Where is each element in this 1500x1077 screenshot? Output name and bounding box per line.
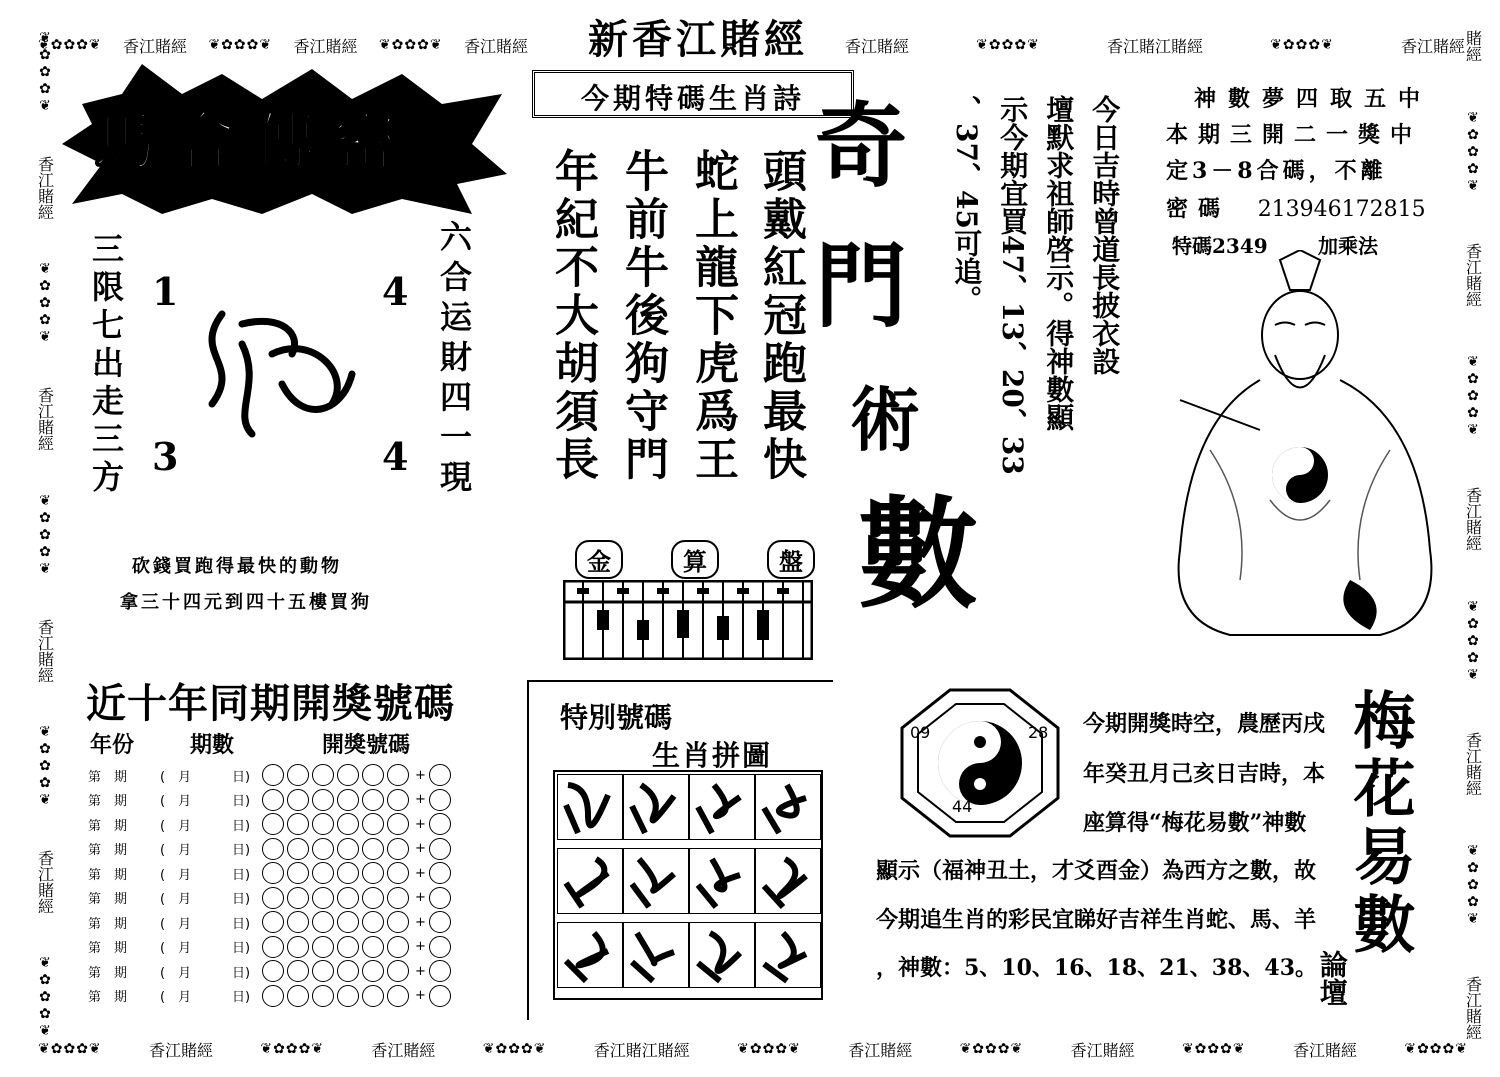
- border-ornament: ❦✿✿✿❦: [1181, 1041, 1246, 1057]
- border-ornament: ❦✿✿✿❦: [737, 1041, 801, 1057]
- bagua-number: 09: [910, 723, 931, 742]
- bagua-number: 28: [1028, 723, 1049, 742]
- border-ornament: ❦✿✿✿❦: [37, 492, 53, 578]
- number-bottom-left: 3: [152, 434, 179, 479]
- number-circle: [337, 911, 359, 933]
- plus-sign: +: [415, 890, 426, 905]
- number-circle: [312, 789, 334, 811]
- plus-sign: +: [415, 914, 426, 930]
- oracle-line: 、37、45可追。: [950, 95, 984, 313]
- special-number-circle: [429, 985, 451, 1007]
- special-number-circle: [429, 838, 451, 860]
- border-label: 香江賭江賭經: [1106, 36, 1203, 56]
- border-ornament: ❦✿✿✿❦: [1270, 37, 1334, 53]
- border-ornament: ❦✿✿✿❦: [37, 30, 53, 115]
- row-month-label: ( 月: [160, 769, 192, 785]
- border-label: 香江賭經: [1070, 1040, 1135, 1060]
- number-circle: [262, 911, 284, 933]
- zodiac-puzzle-piece: [557, 774, 623, 840]
- zodiac-puzzle-piece: [689, 848, 755, 914]
- border-ornament: ❦✿✿✿❦: [1465, 598, 1481, 684]
- poem-line: 牛前牛後狗守門: [617, 148, 668, 484]
- zodiac-grid: [553, 770, 823, 1000]
- history-row: [88, 911, 454, 933]
- border-label: 香江賭經: [371, 1040, 436, 1060]
- number-circle: [362, 764, 384, 786]
- number-circle: [287, 838, 309, 860]
- number-circle: [337, 813, 359, 835]
- history-row: [88, 764, 454, 786]
- border-label: 香江賭經: [1463, 976, 1483, 1040]
- history-row: [88, 887, 454, 909]
- number-circle: [337, 862, 359, 884]
- number-circle: [262, 887, 284, 909]
- number-circle: [262, 936, 284, 958]
- border-label: 香江賭經: [845, 36, 910, 56]
- meihua-text-3: 座算得“梅花易數”神數: [1083, 810, 1307, 836]
- left-verse: 三限七出走三方: [87, 232, 125, 498]
- number-circle: [312, 813, 334, 835]
- row-period-label: 第 期: [88, 965, 128, 981]
- plus-sign: +: [415, 988, 426, 1003]
- border-ornament: ❦✿✿✿❦: [1465, 354, 1481, 440]
- number-circle: [362, 838, 384, 860]
- special-number-circle: [429, 862, 451, 884]
- qimen-char: 數: [858, 484, 978, 625]
- bagua-diagram: [890, 688, 1070, 838]
- row-period-label: 第 期: [88, 990, 128, 1005]
- border-ornament: ❦✿✿✿❦: [976, 37, 1040, 53]
- history-header-numbers: 開獎號碼: [322, 733, 411, 758]
- border-label: 香江賭經: [293, 36, 358, 56]
- border-label: 賭經: [1463, 30, 1483, 62]
- plus-sign: +: [415, 963, 426, 979]
- row-month-label: ( 月: [160, 867, 192, 883]
- special-number-circle: [429, 813, 451, 835]
- row-period-label: 第 期: [88, 867, 128, 883]
- number-circle: [387, 985, 409, 1007]
- border-ornament: ❦✿✿✿❦: [37, 955, 53, 1040]
- number-circle: [287, 862, 309, 884]
- row-day-label: 日): [232, 916, 251, 932]
- shenshu-line-2: 本期三開二一獎中: [1166, 122, 1423, 148]
- number-circle: [362, 789, 384, 811]
- zodiac-puzzle-piece: [755, 848, 821, 914]
- row-period-label: 第 期: [88, 916, 128, 932]
- history-header-period: 期數: [190, 733, 235, 758]
- number-circle: [387, 813, 409, 835]
- border-label: 香江賭經: [123, 36, 188, 56]
- shenshu-line-1: 神數夢四取五中: [1194, 86, 1433, 112]
- zodiac-puzzle-piece: [755, 774, 821, 840]
- number-circle: [387, 764, 409, 786]
- border-left: [34, 30, 56, 1040]
- number-circle: [287, 887, 309, 909]
- oracle-line: 今日吉時曾道長披衣設: [1088, 95, 1122, 375]
- number-circle: [312, 862, 334, 884]
- horse-title: 馬會傳密: [94, 105, 415, 178]
- abacus-icon: [563, 580, 813, 660]
- border-label: 香江賭經: [35, 156, 55, 221]
- number-circle: [337, 838, 359, 860]
- poem-line: 年紀不大胡須長: [547, 148, 598, 484]
- border-ornament: ❦✿✿✿❦: [1465, 109, 1481, 195]
- number-circle: [362, 911, 384, 933]
- oracle-line: 示今期宜買47、13、20、33: [996, 95, 1030, 475]
- row-day-label: 日): [232, 965, 251, 981]
- row-month-label: ( 月: [160, 818, 192, 834]
- border-ornament: ❦✿✿✿❦: [482, 1041, 547, 1057]
- border-right: [1462, 30, 1484, 1040]
- plus-sign: +: [415, 841, 426, 856]
- special-number-circle: [429, 764, 451, 786]
- number-top-left: 1: [152, 269, 179, 314]
- border-ornament: ❦✿✿✿❦: [260, 1041, 325, 1057]
- row-month-label: ( 月: [160, 965, 192, 981]
- row-day-label: 日): [232, 867, 251, 883]
- shenshu-line-4: [1166, 192, 1426, 223]
- border-ornament: ❦✿✿✿❦: [208, 37, 273, 53]
- calc-method: 加乘法: [1318, 234, 1378, 258]
- number-circle: [337, 960, 359, 982]
- row-month-label: ( 月: [160, 892, 192, 907]
- plus-sign: +: [415, 792, 426, 807]
- number-circle: [387, 862, 409, 884]
- number-circle: [287, 813, 309, 835]
- special-number-circle: [429, 936, 451, 958]
- row-period-label: 第 期: [88, 818, 128, 834]
- border-top-right: [845, 34, 1465, 56]
- meihua-text-2: 年癸丑月己亥日吉時，本: [1083, 761, 1326, 787]
- number-circle: [287, 985, 309, 1007]
- history-row: [88, 789, 454, 811]
- number-circle: [362, 813, 384, 835]
- password-value: 213946172815: [1257, 197, 1426, 222]
- history-row: [88, 936, 454, 958]
- plus-sign: +: [415, 865, 426, 881]
- border-ornament: ❦✿✿✿❦: [1404, 1041, 1468, 1057]
- number-circle: [337, 789, 359, 811]
- number-circle: [262, 862, 284, 884]
- zodiac-puzzle-piece: [557, 922, 623, 988]
- right-verse: 六合运財四一現: [435, 220, 473, 500]
- number-circle: [362, 887, 384, 909]
- row-period-label: 第 期: [88, 843, 128, 858]
- border-label: 香江賭經: [1463, 242, 1483, 307]
- daoist-figure-illustration: [1150, 250, 1450, 640]
- number-circle: [362, 936, 384, 958]
- number-circle: [262, 813, 284, 835]
- border-label: 香江賭江賭經: [593, 1040, 690, 1060]
- row-month-label: ( 月: [160, 941, 192, 956]
- number-circle: [337, 764, 359, 786]
- history-title: 近十年同期開獎號碼: [86, 681, 455, 727]
- number-circle: [337, 985, 359, 1007]
- history-header-year: 年份: [90, 733, 135, 758]
- special-title: 特別號碼: [560, 701, 673, 734]
- number-circle: [312, 911, 334, 933]
- row-period-label: 第 期: [88, 769, 128, 785]
- number-top-right: 4: [382, 269, 409, 314]
- number-circle: [387, 887, 409, 909]
- horse-caption-2: 拿三十四元到四十五樓買狗: [120, 592, 372, 613]
- special-number-circle: [429, 887, 451, 909]
- password-label: 密碼: [1166, 196, 1231, 222]
- border-ornament: ❦✿✿✿❦: [38, 37, 102, 53]
- row-month-label: ( 月: [160, 990, 192, 1005]
- border-label: 香江賭經: [1400, 36, 1465, 56]
- qimen-char: 術: [850, 378, 920, 461]
- number-circle: [387, 911, 409, 933]
- row-period-label: 第 期: [88, 892, 128, 907]
- special-number-circle: [429, 911, 451, 933]
- special-number-circle: [429, 960, 451, 982]
- zodiac-puzzle-piece: [557, 848, 623, 914]
- border-label: 香江賭經: [35, 618, 55, 683]
- meihua-text-6: ，神數：5、10、16、18、21、38、43。: [876, 955, 1317, 981]
- border-label: 香江賭經: [35, 849, 55, 914]
- bagua-number: 44: [952, 797, 973, 816]
- abacus-label-char: 金: [575, 540, 623, 579]
- qimen-char: 奇: [815, 92, 908, 200]
- zodiac-puzzle-piece: [623, 922, 689, 988]
- row-day-label: 日): [232, 769, 251, 785]
- abacus-label-char: 盤: [767, 540, 815, 579]
- zodiac-puzzle-piece: [623, 848, 689, 914]
- poem-title: 今期特碼生肖詩: [580, 82, 805, 115]
- border-label: 香江賭經: [1463, 731, 1483, 796]
- zodiac-puzzle-piece: [623, 774, 689, 840]
- number-circle: [262, 985, 284, 1007]
- row-day-label: 日): [232, 941, 251, 956]
- history-row: [88, 813, 454, 835]
- meihua-title: 梅花易數: [1343, 688, 1416, 960]
- row-month-label: ( 月: [160, 794, 192, 809]
- border-ornament: ❦✿✿✿❦: [37, 723, 53, 809]
- number-circle: [262, 838, 284, 860]
- oracle-line: 壇默求祖師啓示。得神數顯: [1042, 95, 1076, 431]
- shenshu-line-3: 定3－8合碼，不離: [1166, 158, 1387, 184]
- horse-caption-1: 砍錢買跑得最快的動物: [132, 556, 342, 577]
- border-ornament: ❦✿✿✿❦: [38, 1041, 102, 1057]
- border-label: 香江賭經: [463, 36, 528, 56]
- number-circle: [287, 911, 309, 933]
- row-period-label: 第 期: [88, 794, 128, 809]
- border-bottom: [38, 1038, 1468, 1060]
- number-circle: [312, 764, 334, 786]
- plus-sign: +: [415, 939, 426, 954]
- number-circle: [287, 936, 309, 958]
- meihua-text-4: 顯示（福神丑土，才爻酉金）為西方之數，故: [876, 858, 1317, 884]
- row-day-label: 日): [232, 990, 251, 1005]
- history-row: [88, 862, 454, 884]
- zodiac-puzzle-piece: [689, 774, 755, 840]
- border-label: 香江賭經: [35, 387, 55, 452]
- row-day-label: 日): [232, 818, 251, 834]
- number-circle: [312, 960, 334, 982]
- qimen-char: 門: [815, 232, 908, 340]
- row-day-label: 日): [232, 843, 251, 858]
- poem-title-box: [532, 70, 854, 118]
- abacus-label: [575, 540, 815, 579]
- border-ornament: ❦✿✿✿❦: [959, 1041, 1024, 1057]
- horse-box: [62, 64, 512, 613]
- number-circle: [312, 838, 334, 860]
- special-subtitle: 生肖拼圖: [652, 739, 773, 772]
- number-circle: [362, 862, 384, 884]
- border-ornament: ❦✿✿✿❦: [37, 261, 53, 347]
- number-circle: [362, 960, 384, 982]
- border-label: 香江賭經: [1463, 487, 1483, 551]
- plus-sign: +: [415, 767, 426, 783]
- border-label: 香江賭經: [1292, 1040, 1357, 1060]
- number-circle: [387, 838, 409, 860]
- special-code: 特碼2349: [1172, 234, 1268, 258]
- number-circle: [387, 960, 409, 982]
- row-month-label: ( 月: [160, 916, 192, 932]
- forum-signature: 論壇: [1315, 950, 1349, 1006]
- history-row: [88, 985, 454, 1007]
- number-circle: [387, 789, 409, 811]
- calligraphy-symbol: [182, 294, 372, 454]
- abacus-label-char: 算: [671, 540, 719, 579]
- number-circle: [362, 985, 384, 1007]
- number-circle: [312, 985, 334, 1007]
- row-day-label: 日): [232, 794, 251, 809]
- zodiac-puzzle-piece: [755, 922, 821, 988]
- border-label: 香江賭經: [149, 1040, 214, 1060]
- plus-sign: +: [415, 816, 426, 832]
- number-circle: [312, 887, 334, 909]
- number-circle: [262, 764, 284, 786]
- row-period-label: 第 期: [88, 941, 128, 956]
- number-bottom-right: 4: [382, 434, 409, 479]
- number-circle: [262, 960, 284, 982]
- page-title: 新香江賭經: [588, 16, 808, 63]
- number-circle: [337, 936, 359, 958]
- number-circle: [287, 789, 309, 811]
- number-circle: [337, 887, 359, 909]
- meihua-text-1: 今期開獎時空，農歷丙戌: [1083, 711, 1326, 737]
- special-number-circle: [429, 789, 451, 811]
- border-ornament: ❦✿✿✿❦: [1465, 843, 1481, 929]
- zodiac-puzzle-piece: [689, 922, 755, 988]
- number-circle: [312, 936, 334, 958]
- meihua-text-5: 今期追生肖的彩民宜睇好吉祥生肖蛇、馬、羊: [876, 907, 1317, 933]
- history-row: [88, 960, 454, 982]
- poem-line: 頭戴紅冠跑最快: [755, 148, 806, 484]
- row-month-label: ( 月: [160, 843, 192, 858]
- border-top-left: [38, 34, 528, 56]
- number-circle: [262, 789, 284, 811]
- border-label: 香江賭經: [848, 1040, 913, 1060]
- number-circle: [387, 936, 409, 958]
- border-ornament: ❦✿✿✿❦: [378, 37, 443, 53]
- number-circle: [287, 764, 309, 786]
- row-day-label: 日): [232, 892, 251, 907]
- poem-line: 蛇上龍下虎爲王: [687, 148, 738, 484]
- number-circle: [287, 960, 309, 982]
- history-row: [88, 838, 454, 860]
